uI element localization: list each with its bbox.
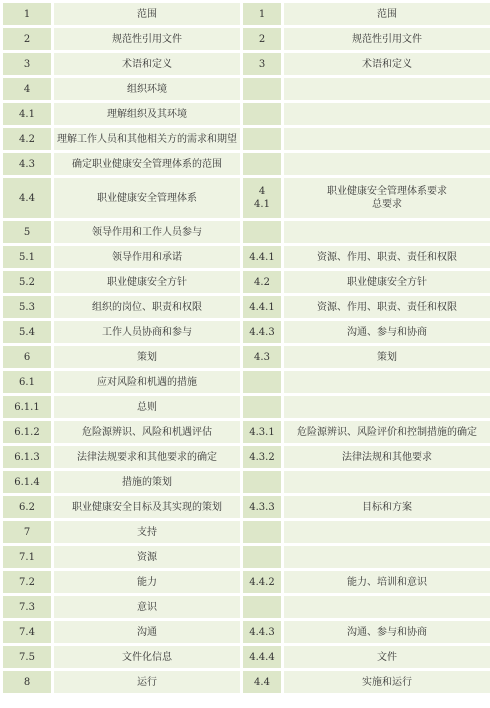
old-clause-number-line: 4 (258, 186, 266, 197)
table-row (3, 521, 490, 543)
new-clause-title: 组织的岗位、职责和权限 (54, 296, 240, 318)
new-clause-title: 理解组织及其环境 (54, 103, 240, 125)
old-clause-title (284, 296, 490, 318)
old-clause-number (243, 671, 281, 693)
new-clause-title: 职业健康安全目标及其实现的策划 (54, 496, 240, 518)
old-clause-number (243, 296, 281, 318)
old-clause-title (284, 78, 490, 100)
new-clause-title: 支持 (54, 521, 240, 543)
old-clause-number-line: 4.3 (254, 351, 270, 363)
old-clause-number (243, 246, 281, 268)
new-clause-number: 7 (3, 521, 51, 543)
table-row (3, 321, 490, 343)
old-clause-title (284, 371, 490, 393)
old-clause-title (284, 646, 490, 668)
old-clause-number (243, 596, 281, 618)
old-clause-number (243, 221, 281, 243)
new-clause-number: 7.5 (3, 646, 51, 668)
old-clause-number-line: 4.4.1 (249, 301, 275, 313)
new-clause-title: 文件化信息 (54, 646, 240, 668)
new-clause-number: 5.3 (3, 296, 51, 318)
new-clause-number: 5 (3, 221, 51, 243)
new-clause-number: 6.1.4 (3, 471, 51, 493)
new-clause-number: 1 (3, 3, 51, 25)
new-clause-title: 策划 (54, 346, 240, 368)
new-clause-title: 能力 (54, 571, 240, 593)
new-clause-number: 8 (3, 671, 51, 693)
old-clause-number (243, 28, 281, 50)
old-clause-title (284, 396, 490, 418)
old-clause-number (243, 521, 281, 543)
old-clause-title-line: 总要求 (372, 199, 402, 210)
old-clause-number (243, 571, 281, 593)
old-clause-number-line: 2 (258, 33, 266, 45)
old-clause-title (284, 521, 490, 543)
old-clause-title (284, 246, 490, 268)
old-clause-title (284, 103, 490, 125)
old-clause-title (284, 546, 490, 568)
old-clause-title-line: 职业健康安全方针 (347, 276, 427, 288)
old-clause-title (284, 178, 490, 218)
old-clause-number-line: 4.2 (254, 276, 270, 288)
old-clause-number (243, 53, 281, 75)
old-clause-number-line: 4.4.1 (249, 251, 275, 263)
old-clause-title (284, 28, 490, 50)
old-clause-number (243, 546, 281, 568)
table-row (3, 421, 490, 443)
old-clause-title (284, 596, 490, 618)
new-clause-title: 资源 (54, 546, 240, 568)
new-clause-number: 5.1 (3, 246, 51, 268)
new-clause-title: 组织环境 (54, 78, 240, 100)
table-row (3, 346, 490, 368)
table-row (3, 103, 490, 125)
old-clause-number (243, 3, 281, 25)
old-clause-title-line: 范围 (377, 8, 397, 20)
old-clause-title-line: 沟通、参与和协商 (347, 626, 427, 638)
new-clause-title: 沟通 (54, 621, 240, 643)
old-clause-title-line: 规范性引用文件 (352, 33, 422, 45)
old-clause-number (243, 128, 281, 150)
old-clause-number (243, 321, 281, 343)
table-row (3, 296, 490, 318)
new-clause-title: 理解工作人员和其他相关方的需求和期望 (54, 128, 240, 150)
old-clause-number-line: 4.4 (254, 676, 270, 688)
old-clause-title (284, 321, 490, 343)
old-clause-title (284, 221, 490, 243)
table-row (3, 671, 490, 693)
table-row (3, 471, 490, 493)
table-row (3, 53, 490, 75)
table-body (3, 3, 490, 693)
new-clause-number: 4.4 (3, 178, 51, 218)
old-clause-number (243, 153, 281, 175)
old-clause-number-line: 3 (258, 58, 266, 70)
new-clause-title: 意识 (54, 596, 240, 618)
table-row (3, 3, 490, 25)
old-clause-title (284, 346, 490, 368)
old-clause-title (284, 671, 490, 693)
old-clause-title-line: 资源、作用、职责、责任和权限 (317, 301, 457, 313)
new-clause-number: 6.1.3 (3, 446, 51, 468)
old-clause-title (284, 571, 490, 593)
old-clause-number (243, 646, 281, 668)
old-clause-number-line: 4.3.1 (249, 426, 275, 438)
old-clause-title-line: 能力、培训和意识 (347, 576, 427, 588)
old-clause-number (243, 346, 281, 368)
old-clause-number (243, 446, 281, 468)
old-clause-number-line: 4.4.3 (249, 626, 275, 638)
old-clause-title (284, 471, 490, 493)
new-clause-number: 2 (3, 28, 51, 50)
old-clause-title (284, 621, 490, 643)
new-clause-number: 6.1 (3, 371, 51, 393)
table-row (3, 271, 490, 293)
new-clause-title: 总则 (54, 396, 240, 418)
new-clause-number: 6.1.2 (3, 421, 51, 443)
new-clause-number: 5.2 (3, 271, 51, 293)
new-clause-number: 4.3 (3, 153, 51, 175)
old-clause-title-line: 实施和运行 (362, 676, 412, 688)
table-row (3, 596, 490, 618)
old-clause-number (243, 78, 281, 100)
new-clause-number: 3 (3, 53, 51, 75)
new-clause-number: 6 (3, 346, 51, 368)
table-row (3, 646, 490, 668)
old-clause-number-line: 4.4.3 (249, 326, 275, 338)
new-clause-title: 规范性引用文件 (54, 28, 240, 50)
old-clause-title-line: 危险源辨识、风险评价和控制措施的确定 (297, 426, 477, 438)
old-clause-title (284, 3, 490, 25)
old-clause-title (284, 421, 490, 443)
old-clause-number (243, 103, 281, 125)
new-clause-number: 6.2 (3, 496, 51, 518)
new-clause-number: 4 (3, 78, 51, 100)
new-clause-title: 措施的策划 (54, 471, 240, 493)
old-clause-number (243, 271, 281, 293)
new-clause-number: 7.2 (3, 571, 51, 593)
new-clause-title: 运行 (54, 671, 240, 693)
old-clause-title-line: 文件 (377, 651, 397, 663)
old-clause-title-line: 法律法规和其他要求 (342, 451, 432, 463)
new-clause-title: 应对风险和机遇的措施 (54, 371, 240, 393)
new-clause-title: 术语和定义 (54, 53, 240, 75)
table-row (3, 621, 490, 643)
new-clause-title: 领导作用和承诺 (54, 246, 240, 268)
old-clause-title (284, 496, 490, 518)
old-clause-number (243, 421, 281, 443)
old-clause-number-line: 4.3.2 (249, 451, 275, 463)
new-clause-title: 危险源辨识、风险和机遇评估 (54, 421, 240, 443)
table-row (3, 78, 490, 100)
table-row (3, 396, 490, 418)
new-clause-number: 7.3 (3, 596, 51, 618)
old-clause-title-line: 术语和定义 (362, 58, 412, 70)
table-row (3, 546, 490, 568)
old-clause-title-line: 策划 (377, 351, 397, 363)
old-clause-title (284, 53, 490, 75)
new-clause-number: 4.2 (3, 128, 51, 150)
table-row (3, 128, 490, 150)
old-clause-number (243, 371, 281, 393)
table-row (3, 246, 490, 268)
old-clause-number (243, 496, 281, 518)
new-clause-title: 工作人员协商和参与 (54, 321, 240, 343)
old-clause-number-line: 4.4.2 (249, 576, 275, 588)
new-clause-title: 范围 (54, 3, 240, 25)
new-clause-title: 职业健康安全管理体系 (54, 178, 240, 218)
new-clause-title: 确定职业健康安全管理体系的范围 (54, 153, 240, 175)
old-clause-title (284, 271, 490, 293)
table-row (3, 446, 490, 468)
new-clause-number: 7.1 (3, 546, 51, 568)
new-clause-title: 领导作用和工作人员参与 (54, 221, 240, 243)
old-clause-number (243, 396, 281, 418)
old-clause-title-line: 资源、作用、职责、责任和权限 (317, 251, 457, 263)
new-clause-number: 6.1.1 (3, 396, 51, 418)
old-clause-number-line: 4.3.3 (249, 501, 275, 513)
new-clause-title: 法律法规要求和其他要求的确定 (54, 446, 240, 468)
table-row (3, 178, 490, 218)
table-row (3, 496, 490, 518)
table-row (3, 28, 490, 50)
old-clause-number-line: 4.4.4 (249, 651, 275, 663)
old-clause-title-line: 沟通、参与和协商 (347, 326, 427, 338)
old-clause-number-line: 4.1 (254, 199, 270, 210)
old-clause-title (284, 128, 490, 150)
old-clause-number (243, 471, 281, 493)
old-clause-number (243, 178, 281, 218)
old-clause-number-line: 1 (258, 8, 266, 20)
new-clause-title: 职业健康安全方针 (54, 271, 240, 293)
table-row (3, 571, 490, 593)
table-row (3, 153, 490, 175)
table-row (3, 371, 490, 393)
old-clause-title-line: 职业健康安全管理体系要求 (327, 186, 447, 197)
table-row (3, 221, 490, 243)
old-clause-number (243, 621, 281, 643)
old-clause-title (284, 153, 490, 175)
old-clause-title-line: 目标和方案 (362, 501, 412, 513)
new-clause-number: 7.4 (3, 621, 51, 643)
new-clause-number: 4.1 (3, 103, 51, 125)
old-clause-title (284, 446, 490, 468)
new-clause-number: 5.4 (3, 321, 51, 343)
